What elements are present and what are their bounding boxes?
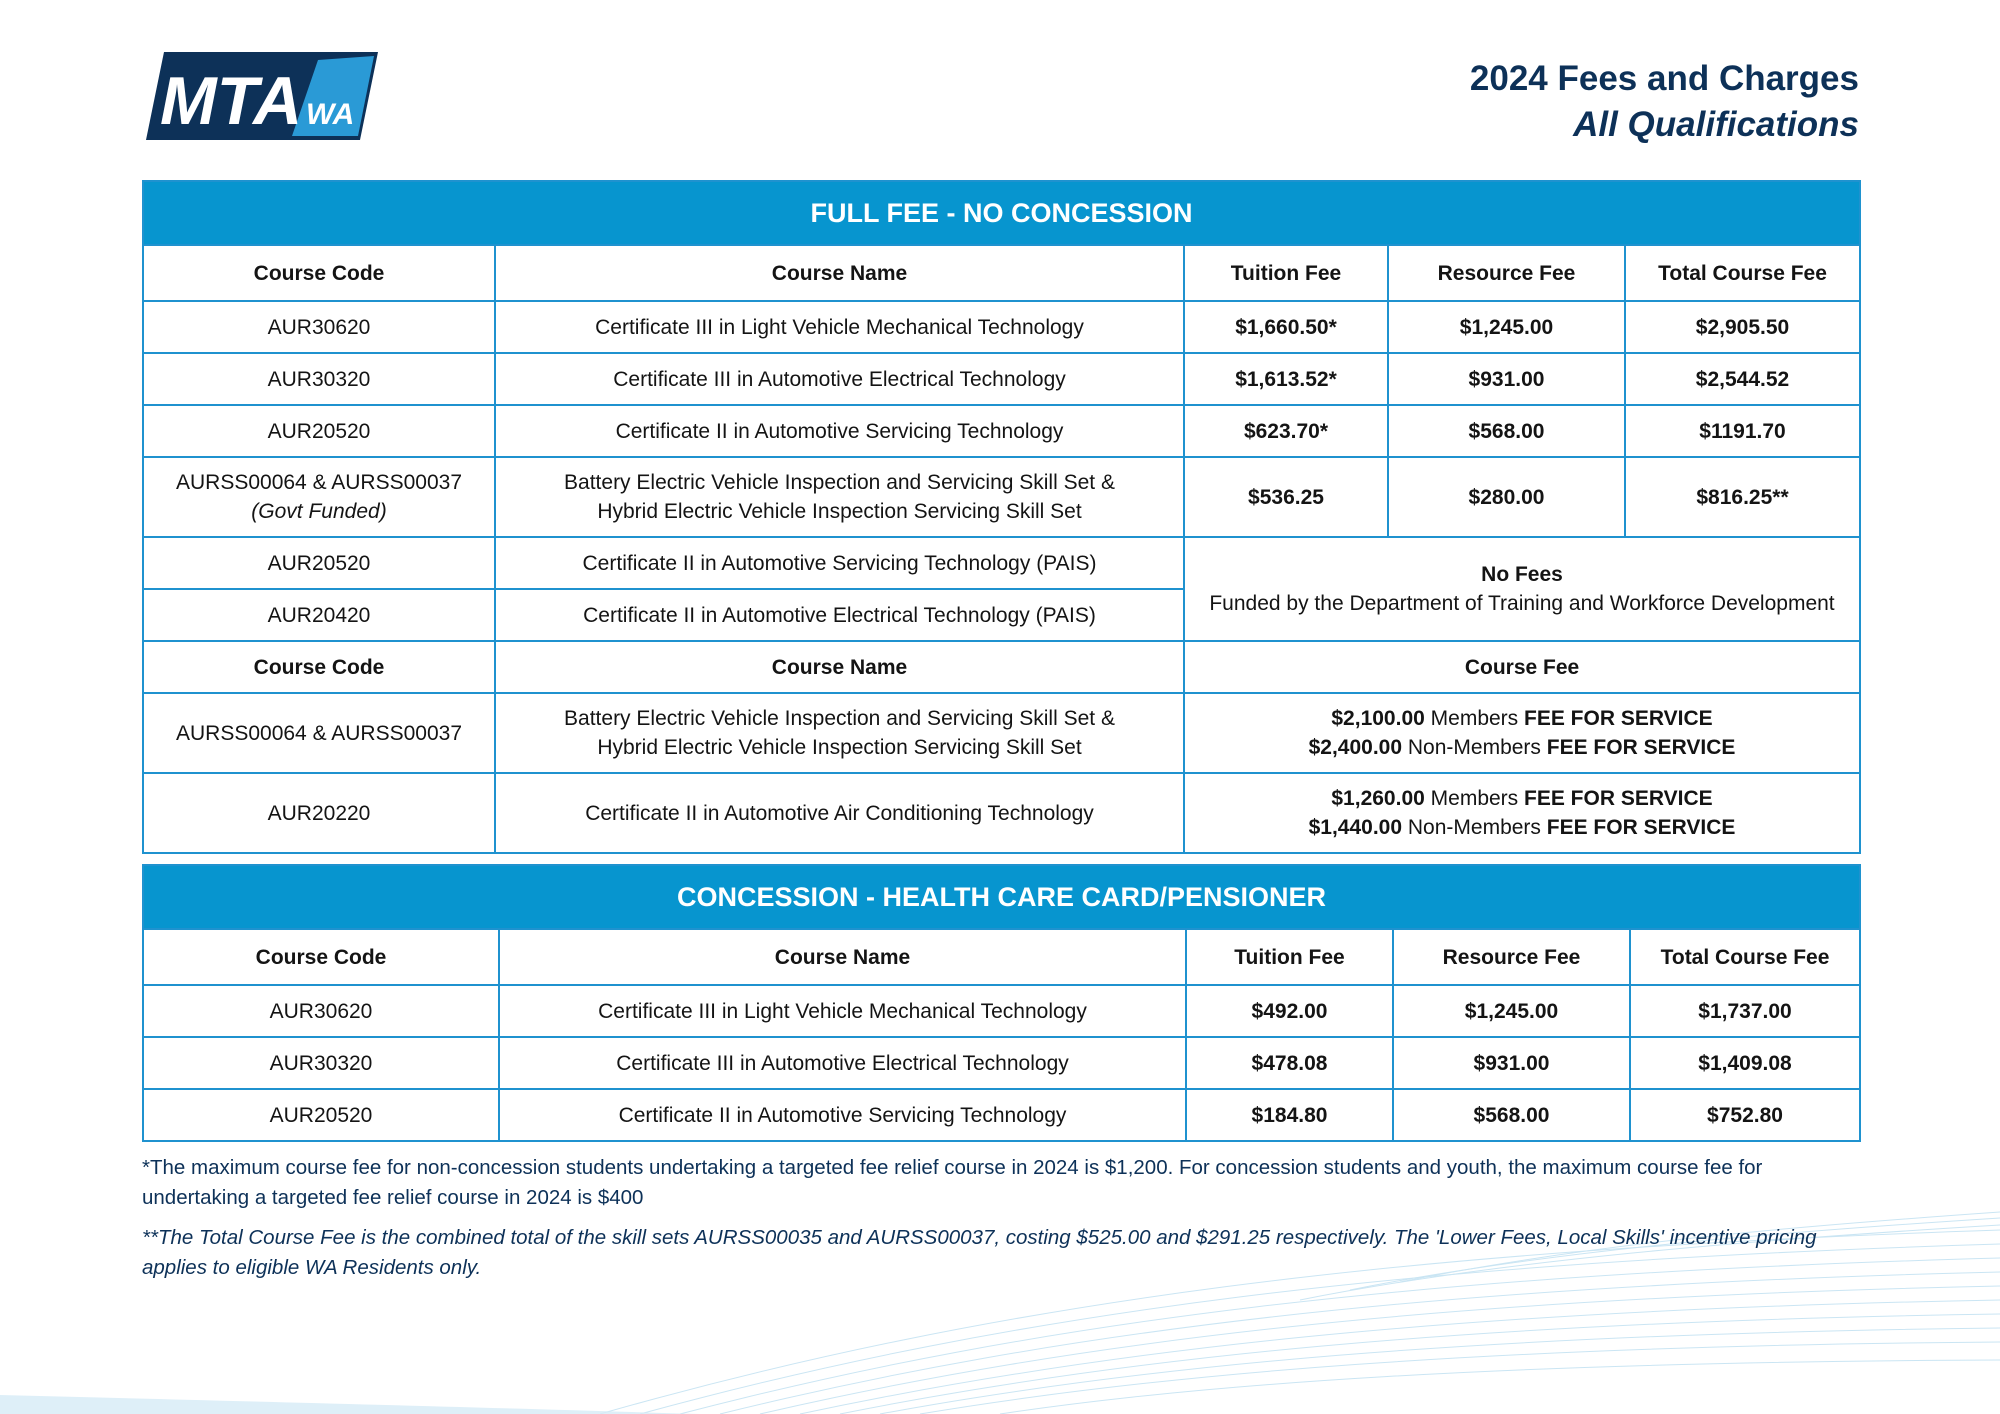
footnote-2: **The Total Course Fee is the combined total of the skill sets AURSS00035 and AURSS00037, costing $525.00 and $291.25 respectively. The 'Lower Fees, Local Skills' incentive pricing applies to eligible WA Residents only.	[142, 1226, 1817, 1279]
course-name: Certificate II in Automotive Air Conditioning Technology	[495, 773, 1184, 853]
col-header-tuition-fee: Tuition Fee	[1184, 245, 1388, 301]
no-fees-cell	[1184, 537, 1860, 641]
total-course-fee: $2,905.50	[1625, 301, 1860, 353]
course-name-line1: Battery Electric Vehicle Inspection and Servicing Skill Set &	[564, 707, 1115, 730]
course-fee-cell	[1184, 693, 1860, 773]
fee-for-service-label: FEE FOR SERVICE	[1524, 707, 1713, 730]
tuition-fee: $1,613.52*	[1184, 353, 1388, 405]
col-header-course-name: Course Name	[499, 929, 1186, 985]
table-row	[143, 1037, 1860, 1089]
nonmembers-label: Non-Members	[1402, 816, 1547, 839]
course-code: AUR20520	[143, 537, 495, 589]
course-code-cell	[143, 457, 495, 537]
nonmembers-price: $1,440.00	[1308, 816, 1403, 839]
table-row	[143, 353, 1860, 405]
col-header-resource-fee: Resource Fee	[1388, 245, 1625, 301]
course-code-note: (Govt Funded)	[251, 500, 387, 523]
table-row	[143, 405, 1860, 457]
course-code: AUR30320	[143, 1037, 499, 1089]
table-row	[143, 773, 1860, 853]
course-name-cell	[495, 693, 1184, 773]
total-course-fee: $752.80	[1630, 1089, 1860, 1141]
tuition-fee: $492.00	[1186, 985, 1393, 1037]
table-row	[143, 301, 1860, 353]
concession-table	[142, 864, 1861, 1142]
logo-sub-text: WA	[306, 98, 355, 131]
col-header-course-code: Course Code	[143, 929, 499, 985]
course-name: Certificate II in Automotive Electrical Technology (PAIS)	[495, 589, 1184, 641]
mta-wa-logo	[142, 48, 382, 145]
course-code: AUR30620	[143, 301, 495, 353]
course-code: AUR20520	[143, 405, 495, 457]
resource-fee: $568.00	[1388, 405, 1625, 457]
col-header-tuition-fee: Tuition Fee	[1186, 929, 1393, 985]
course-name: Certificate II in Automotive Servicing Technology	[499, 1089, 1186, 1141]
course-code: AUR20420	[143, 589, 495, 641]
table-row	[143, 457, 1860, 537]
members-label: Members	[1424, 707, 1524, 730]
nonmembers-price: $2,400.00	[1308, 736, 1403, 759]
tuition-fee: $623.70*	[1184, 405, 1388, 457]
course-name: Certificate III in Light Vehicle Mechanical Technology	[495, 301, 1184, 353]
full-fee-table	[142, 180, 1861, 854]
course-code: AUR30620	[143, 985, 499, 1037]
resource-fee: $931.00	[1388, 353, 1625, 405]
document-subtitle: All Qualifications	[1573, 105, 1859, 144]
document-title: 2024 Fees and Charges	[1469, 59, 1859, 98]
course-code: AURSS00064 & AURSS00037	[175, 471, 462, 494]
total-course-fee: $1,737.00	[1630, 985, 1860, 1037]
table-row	[143, 985, 1860, 1037]
course-name: Certificate II in Automotive Servicing Technology (PAIS)	[495, 537, 1184, 589]
table-row	[143, 1089, 1860, 1141]
no-fees-note: Funded by the Department of Training and Workforce Development	[1209, 592, 1835, 615]
course-name-line2: Hybrid Electric Vehicle Inspection Servicing Skill Set	[597, 736, 1082, 759]
no-fees-title: No Fees	[1481, 563, 1563, 586]
fee-for-service-label: FEE FOR SERVICE	[1546, 816, 1736, 839]
tuition-fee: $478.08	[1186, 1037, 1393, 1089]
total-course-fee: $2,544.52	[1625, 353, 1860, 405]
col-header-resource-fee: Resource Fee	[1393, 929, 1630, 985]
col-header-course-name: Course Name	[495, 641, 1184, 693]
course-code: AUR20520	[143, 1089, 499, 1141]
col-header-total-course-fee: Total Course Fee	[1625, 245, 1860, 301]
course-name-cell	[495, 457, 1184, 537]
course-code: AUR30320	[143, 353, 495, 405]
resource-fee: $1,245.00	[1388, 301, 1625, 353]
col-header-course-code: Course Code	[143, 245, 495, 301]
table-row	[143, 537, 1860, 589]
course-code: AUR20220	[143, 773, 495, 853]
col-header-course-name: Course Name	[495, 245, 1184, 301]
footnotes	[142, 1153, 1862, 1293]
course-name-line1: Battery Electric Vehicle Inspection and Servicing Skill Set &	[564, 471, 1115, 494]
tuition-fee: $184.80	[1186, 1089, 1393, 1141]
footnote-1: *The maximum course fee for non-concession students undertaking a targeted fee relief course in 2024 is $1,200. For concession students and youth, the maximum course fee for undertaking a targeted fee relief course in 2024 is $400	[142, 1156, 1763, 1209]
resource-fee: $280.00	[1388, 457, 1625, 537]
members-label: Members	[1424, 787, 1524, 810]
course-name: Certificate II in Automotive Servicing Technology	[495, 405, 1184, 457]
resource-fee: $931.00	[1393, 1037, 1630, 1089]
col-header-total-course-fee: Total Course Fee	[1630, 929, 1860, 985]
tuition-fee: $1,660.50*	[1184, 301, 1388, 353]
col-header-course-fee: Course Fee	[1184, 641, 1860, 693]
col-header-course-code: Course Code	[143, 641, 495, 693]
members-price: $2,100.00	[1331, 707, 1425, 730]
logo-text: MTA	[160, 63, 303, 139]
course-fee-cell	[1184, 773, 1860, 853]
course-name-line2: Hybrid Electric Vehicle Inspection Servicing Skill Set	[597, 500, 1082, 523]
nonmembers-label: Non-Members	[1402, 736, 1547, 759]
table-row	[143, 693, 1860, 773]
course-name: Certificate III in Light Vehicle Mechanical Technology	[499, 985, 1186, 1037]
members-price: $1,260.00	[1331, 787, 1425, 810]
resource-fee: $1,245.00	[1393, 985, 1630, 1037]
total-course-fee: $816.25**	[1625, 457, 1860, 537]
course-name: Certificate III in Automotive Electrical Technology	[495, 353, 1184, 405]
total-course-fee: $1191.70	[1625, 405, 1860, 457]
concession-banner: CONCESSION - HEALTH CARE CARD/PENSIONER	[143, 865, 1860, 929]
document-title-block	[1470, 56, 1859, 148]
tuition-fee: $536.25	[1184, 457, 1388, 537]
fee-for-service-label: FEE FOR SERVICE	[1524, 787, 1713, 810]
total-course-fee: $1,409.08	[1630, 1037, 1860, 1089]
resource-fee: $568.00	[1393, 1089, 1630, 1141]
course-code: AURSS00064 & AURSS00037	[143, 693, 495, 773]
full-fee-banner: FULL FEE - NO CONCESSION	[143, 181, 1860, 245]
fee-for-service-label: FEE FOR SERVICE	[1546, 736, 1736, 759]
course-name: Certificate III in Automotive Electrical Technology	[499, 1037, 1186, 1089]
